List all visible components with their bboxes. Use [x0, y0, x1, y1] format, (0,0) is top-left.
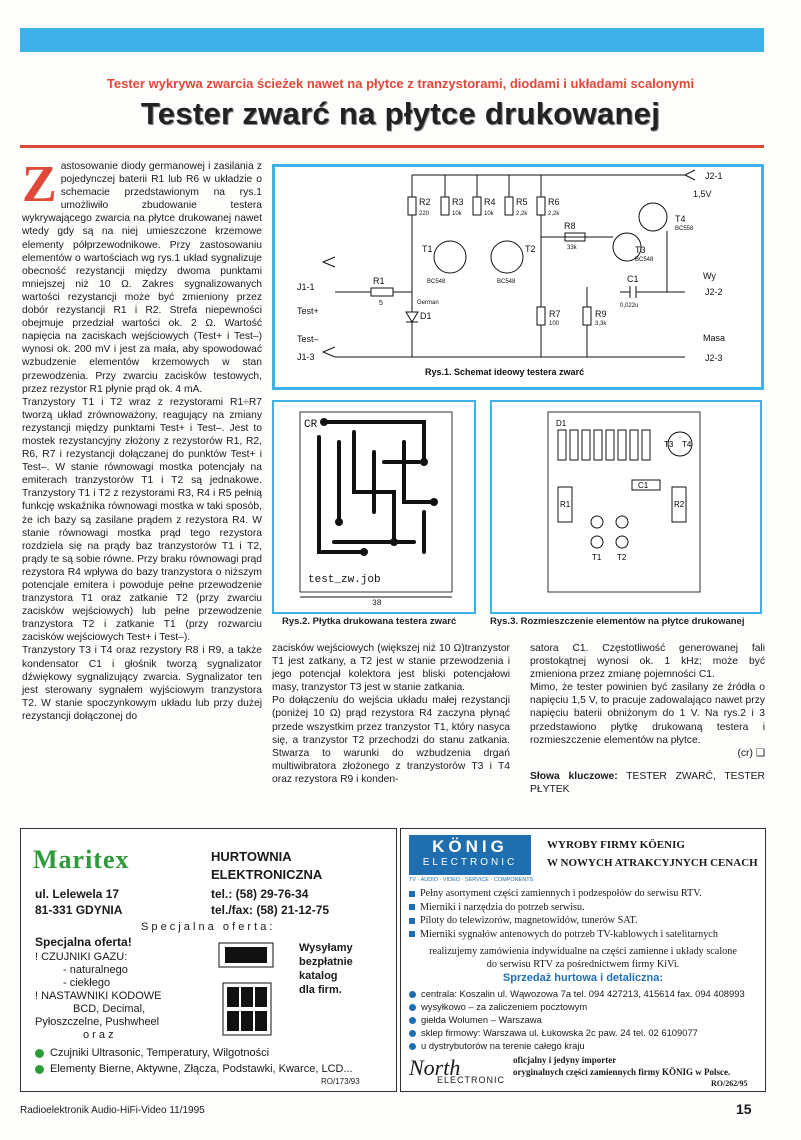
label-r3-value: 10k: [452, 211, 462, 217]
label-test-plus: Test+: [297, 306, 319, 316]
figure-component-layout: [490, 400, 762, 614]
bullet-icon: [409, 1043, 416, 1050]
label-r7-value: 100: [549, 321, 560, 327]
keywords: [530, 770, 765, 796]
label-c1-value: 0,022u: [620, 303, 639, 309]
figure-2-caption: Rys.2. Płytka drukowana testera zwarć: [282, 616, 457, 627]
label-r3: R3: [452, 197, 464, 207]
ad-konig: [400, 828, 766, 1092]
maritex-item-list: [35, 951, 162, 1042]
bullet-icon: [409, 1004, 416, 1011]
label-j2-1: J2-1: [705, 171, 723, 181]
ad-maritex: [20, 828, 397, 1092]
layout-label-r2: R2: [674, 500, 685, 509]
article-subtitle: Tester wykrywa zwarcia ścieżek nawet na płytce z tranzystorami, diodami i układami scalonymi: [106, 76, 695, 91]
bottom-text: Czujniki Ultrasonic, Temperatury, Wilgotności: [50, 1047, 270, 1059]
label-masa: Masa: [703, 333, 726, 343]
maritex-catalog: [299, 941, 353, 997]
label-t3-type: BC548: [635, 257, 654, 263]
bullet-icon: [409, 1030, 416, 1037]
konig-code: RO/262/95: [711, 1079, 748, 1088]
konig-logo-sub: ELECTRONIC: [422, 857, 518, 868]
label-j2-3: J2-3: [705, 353, 723, 363]
list-item: [409, 928, 718, 942]
maritex-fax: tel./fax: (58) 21-12-75: [211, 903, 330, 917]
realize-line: realizujemy zamówienia indywidualne na części zamienne i układy scalone: [429, 946, 737, 957]
label-r2: R2: [419, 197, 431, 207]
bullet-icon: [35, 1049, 44, 1058]
label-r8: R8: [564, 221, 576, 231]
list-item: [409, 1000, 745, 1013]
article-column-3: [530, 642, 765, 796]
label-c1: C1: [627, 274, 639, 284]
label-r5: R5: [516, 197, 528, 207]
label-r6-value: 2,2k: [548, 211, 560, 217]
article-column-1: [22, 156, 262, 723]
paragraph: satora C1. Częstotliwość generowanej fali prostokątnej wynosi ok. 1 kHz; może być zmieniona przez zmianę pojemności C1.: [530, 643, 765, 681]
header-color-bar: [20, 28, 764, 52]
list-item: BCD, Decimal,: [73, 1003, 146, 1015]
konig-footer-1: oficjalny i jedyny importer: [513, 1055, 617, 1065]
catalog-line: Wysyłamy: [299, 942, 353, 954]
konig-product-list: [409, 887, 718, 941]
label-r4: R4: [484, 197, 496, 207]
keywords-value: TESTER ZWARĆ, TESTER PŁYTEK: [530, 770, 765, 795]
list-item: [409, 1039, 745, 1052]
footer-publication: Radioelektronik Audio-HiFi-Video 11/1995: [20, 1105, 205, 1116]
maritex-special: Specjalna oferta!: [35, 935, 132, 949]
list-item: [409, 1013, 745, 1026]
paragraph: Po dołączeniu do wejścia układu małej rezystancji (poniżej 10 Ω) prąd rezystora R4 zaczyna płynąć przede wszystkim przez tranzystor T1, który nasyca się, a tranzystor T2 przechodzi do stanu zatkania. Stwarza to warunki do wzbudzenia drgań multiwibratora złożonego z tranzystorów T3 i T4 oraz rezystora R9 i konden-: [272, 695, 510, 785]
layout-label-t4: T4: [682, 440, 692, 449]
pcb-label-file: test_zw.job: [308, 574, 381, 586]
catalog-line: bezpłatnie: [299, 956, 353, 968]
page-number: 15: [736, 1101, 752, 1117]
item-text: u dystrybutorów na terenie całego kraju: [421, 1040, 585, 1051]
label-voltage: 1,5V: [693, 189, 712, 199]
paragraph: Mimo, że tester powinien być zasilany ze źródła o napięciu 1,5 V, to pracuje zadowalająco nawet przy napięciu baterii obniżonym do 1 V. Na rys.2 i 3 przedstawiono płytkę drukowaną testera i rozmieszczenie elementów na płytce.: [530, 682, 765, 746]
list-item: [409, 987, 745, 1000]
item-text: Mierniki sygnałów antenowych do potrzeb TV-kablowych i satelitarnych: [420, 928, 718, 940]
maritex-code: RO/173/93: [321, 1077, 360, 1086]
label-d1: D1: [420, 311, 432, 321]
list-item: [409, 887, 718, 901]
label-j2-2: J2-2: [705, 287, 723, 297]
konig-footer-2: oryginalnych części zamiennych firmy KÖNIG w Polsce.: [513, 1067, 731, 1077]
figure-schematic: [272, 164, 764, 390]
bottom-text: Elementy Bierne, Aktywne, Złącza, Podstawki, Kwarce, LCD...: [50, 1063, 353, 1075]
bullet-icon: [409, 991, 416, 998]
bullet-icon: [409, 891, 415, 897]
label-r7: R7: [549, 309, 561, 319]
article-column-2: [272, 642, 510, 786]
maritex-heading-1: HURTOWNIA: [211, 849, 292, 864]
author-signature: (cr) ❑: [737, 747, 765, 759]
pcb-drawing: [274, 402, 474, 612]
layout-label-t3: T3: [664, 440, 674, 449]
bullet-icon: [35, 1065, 44, 1074]
label-t2-type: BC548: [497, 279, 516, 285]
label-r9-value: 3,3k: [595, 321, 607, 327]
item-text: giełda Wolumen – Warszawa: [421, 1014, 542, 1025]
maritex-bottom-line-1: [35, 1047, 269, 1059]
label-t4-type: BC558: [675, 226, 694, 232]
maritex-address-street: ul. Lelewela 17: [35, 887, 120, 901]
konig-tagline: TV · AUDIO · VIDEO · SERVICE · COMPONENTS: [409, 877, 534, 883]
realize-line: do serwisu RTV za pośrednictwem firmy KiVi.: [486, 959, 680, 970]
label-j1-3: J1-3: [297, 352, 315, 362]
item-text: centrala: Koszalin ul. Wąwozowa 7a tel. 094 427213, 415614 fax. 094 408993: [421, 988, 745, 999]
bullet-icon: [409, 918, 415, 924]
list-item: - ciekłego: [63, 977, 111, 989]
konig-logo: [409, 835, 531, 875]
maritex-address-city: 81-331 GDYNIA: [35, 903, 123, 917]
label-wy: Wy: [703, 271, 716, 281]
label-r8-value: 33k: [567, 245, 577, 251]
konig-heading-2: W NOWYCH ATRAKCYJNYCH CENACH: [547, 857, 758, 869]
konig-sales-heading: Sprzedaż hurtowa i detaliczna:: [502, 972, 664, 984]
label-r5-value: 2,2k: [516, 211, 528, 217]
maritex-heading-2: ELEKTRONICZNA: [211, 867, 323, 882]
item-text: Mierniki i narzędzia do potrzeb serwisu.: [420, 901, 585, 913]
label-t3: T3: [635, 245, 646, 255]
konig-sales-list: [409, 987, 745, 1052]
label-d1-type: German: [417, 300, 439, 306]
bullet-icon: [409, 904, 415, 910]
label-j1-1: J1-1: [297, 282, 315, 292]
label-t4: T4: [675, 214, 686, 224]
bullet-icon: [409, 931, 415, 937]
north-logo: North: [409, 1055, 461, 1080]
keywords-label: Słowa kluczowe:: [530, 770, 618, 782]
label-r2-value: 220: [419, 211, 430, 217]
item-text: Pełny asortyment części zamiennych i podzespołów do serwisu RTV.: [420, 888, 702, 899]
konig-heading-1: WYROBY FIRMY KÖENIG: [547, 839, 685, 851]
paragraph: astosowanie diody germanowej i zasilania z pojedynczej baterii R1 lub R6 w układzie o schemacie przedstawionym na rys.1 umożliwiło zbudowanie testera wykrywającego zwarcia na płytce drukowanej nawet wtedy gdy są na niej umieszczone krzemowe elementy półprzewodnikowe. Przy zastosowaniu elementów o wartościach wg rys.1 układ sygnalizuje obecność rezystancji między dwoma punktami mniejszej niż 10 Ω. Zakres sygnalizowanych wartości rezystancji może być zmieniony przez dobór rezystancji R1 i R2. Strefa niepewności obejmuje przedział wartości ok. 2 Ω. Wartość napięcia na zaciskach wejściowych (Test+ i Test–) wynosi ok. 200 mV i jest za mała, aby spowodować wzbudzenie elementów krzemowych w stan przewodzenia. Przy zwarciu zacisków testowych, przez rezystor R1 płynie prąd ok. 4 mA.: [22, 161, 262, 395]
item-text: wysyłkowo – za zaliczeniem pocztowym: [421, 1001, 588, 1012]
figure-1-caption: Rys.1. Schemat ideowy testera zwarć: [425, 367, 585, 377]
layout-label-r1: R1: [560, 500, 571, 509]
list-item: [409, 1026, 745, 1039]
schematic-diagram: [275, 167, 761, 387]
layout-label-t1: T1: [592, 553, 602, 562]
konig-logo-text: KÖNIG: [432, 837, 508, 856]
catalog-line: katalog: [299, 970, 338, 982]
layout-label-c1: C1: [638, 481, 649, 490]
maritex-logo: Maritex: [33, 845, 130, 874]
title-rule: [20, 145, 764, 148]
label-r9: R9: [595, 309, 607, 319]
component-illustration: [213, 939, 281, 1039]
list-item: - naturalnego: [63, 964, 128, 976]
paragraph: Tranzystory T3 i T4 oraz rezystory R8 i R9, a także kondensator C1 i głośnik tworzą sygnalizator dźwiękowy sygnalizujący zwarcia. Sygnalizator ten jest sterowany sygnałem wyjściowym tranzystora T2. W stanie spoczynkowym układu lub przy dużej rezystancji dołączonej do: [22, 645, 262, 722]
maritex-phone: tel.: (58) 29-76-34: [211, 887, 309, 901]
list-item: o r a z: [83, 1029, 114, 1041]
label-r1: R1: [373, 276, 385, 286]
figure-3-caption: Rys.3. Rozmieszczenie elementów na płytce drukowanej: [490, 616, 745, 627]
label-t1-type: BC548: [427, 279, 446, 285]
layout-drawing: [492, 402, 760, 612]
list-item: ! CZUJNIKI GAZU:: [35, 951, 128, 963]
pcb-dimension: 38: [372, 599, 382, 608]
label-r4-value: 10k: [484, 211, 494, 217]
label-r1-value: 5: [379, 300, 383, 307]
label-test-minus: Test–: [297, 334, 319, 344]
item-text: Piloty do telewizorów, magnetowidów, tunerów SAT.: [420, 915, 638, 926]
north-logo-sub: ELECTRONIC: [437, 1075, 506, 1085]
maritex-offer-heading: S p e c j a l n a o f e r t a :: [141, 921, 273, 933]
label-t2: T2: [525, 244, 536, 254]
maritex-bottom-line-2: [35, 1063, 353, 1075]
figure-pcb: [272, 400, 476, 614]
layout-label-t2: T2: [617, 553, 627, 562]
label-r6: R6: [548, 197, 560, 207]
list-item: ! NASTAWNIKI KODOWE: [35, 990, 162, 1002]
layout-label-d1: D1: [556, 419, 567, 428]
konig-realize: [401, 945, 765, 971]
bullet-icon: [409, 1017, 416, 1024]
list-item: [409, 914, 718, 928]
paragraph: Tranzystory T1 i T2 wraz z rezystorami R1÷R7 tworzą układ zrównoważony, reagujący na zmiany rezystancji między punktami Test+ i Test–. Jest to mostek rezystancyjny złożony z rezystorów R1, R2, R6, R7 i rezystancji dołączanej do punktów Test+ i Test–. W stanie równowagi mostka potencjały na emiterach tranzystorów T1 i T2 są jednakowe. Tranzystory T1 i T2 z rezystorami R3, R4 i R5 pełnią funkcję wskaźnika równowagi mostka w taki sposób, że ich bazy są zasilane prądem z rezystora R4. W stanie równowagi mostka prąd tego rezystora rozdziela się na prądy baz tranzystorów T1 i T2, prądy te są sobie równe. Przy braku równowagi prąd rezystora R4 wpływa do bazy tranzystora o niższym potencjale emitera i powoduje pełne przewodzenie tranzystora T1 oraz zatkanie T2 (przy zwarciu zacisków wejściowych) lub pełne przewodzenie tranzystora T2 i zatkanie T1 (przy rozwarciu zacisków wejściowych Test+ i Test–).: [22, 396, 262, 644]
item-text: sklep firmowy: Warszawa ul. Łukowska 2c paw. 24 tel. 02 6109077: [421, 1027, 698, 1038]
pcb-label-cr: CR: [304, 419, 318, 431]
label-t1: T1: [422, 244, 433, 254]
list-item: Pyłoszczelne, Pushwheel: [35, 1016, 160, 1028]
drop-cap: Z: [22, 156, 57, 213]
catalog-line: dla firm.: [299, 984, 342, 996]
paragraph: zacisków wejściowych (większej niż 10 Ω)tranzystor T1 jest zatkany, a T2 jest w stanie przewodzenia i jego potencjał kolektora jest bliski potencjałowi masy, tranzystor T3 jest w stanie zatkania.: [272, 643, 510, 694]
article-title: Tester zwarć na płytce drukowanej: [140, 96, 661, 131]
list-item: [409, 901, 718, 915]
